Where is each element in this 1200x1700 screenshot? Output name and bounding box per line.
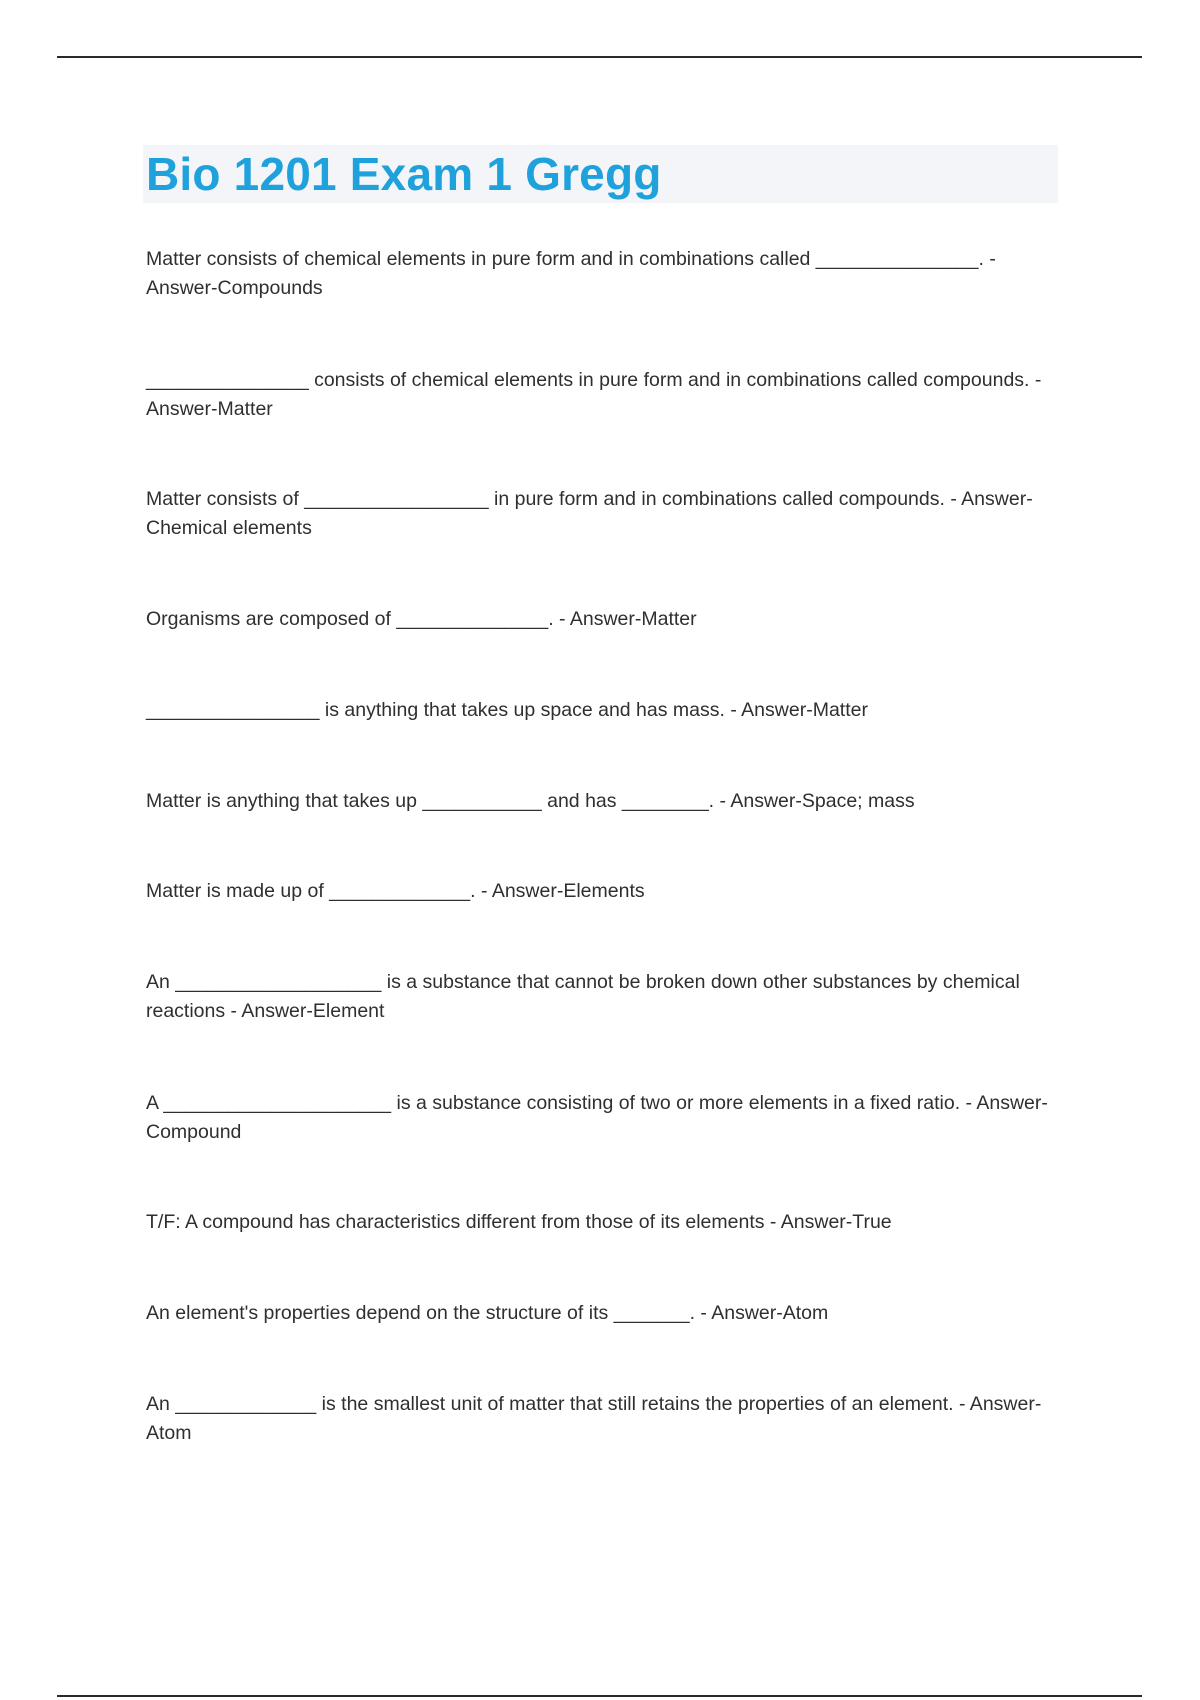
qa-item-1: Matter consists of chemical elements in pure form and in combinations called _______________. - Answer-Compounds xyxy=(146,248,996,299)
qa-item-4: Organisms are composed of ______________. - Answer-Matter xyxy=(146,608,697,630)
qa-item-8: An ___________________ is a substance that cannot be broken down other substances by chemical reactions - Answer-Element xyxy=(146,971,1020,1022)
qa-item-2: _______________ consists of chemical elements in pure form and in combinations called compounds. - Answer-Matter xyxy=(146,369,1042,420)
qa-item-11: An element's properties depend on the structure of its _______. - Answer-Atom xyxy=(146,1302,829,1324)
qa-item-7: Matter is made up of _____________. - Answer-Elements xyxy=(146,880,645,902)
qa-item-5: ________________ is anything that takes up space and has mass. - Answer-Matter xyxy=(146,699,868,721)
qa-item-12: An _____________ is the smallest unit of matter that still retains the properties of an element. - Answer-Atom xyxy=(146,1393,1042,1444)
page-title: Bio 1201 Exam 1 Gregg xyxy=(146,148,662,200)
qa-item-3: Matter consists of _________________ in pure form and in combinations called compounds. - Answer-Chemical elements xyxy=(146,488,1033,539)
header-rule xyxy=(57,56,1142,58)
qa-item-9: A _____________________ is a substance consisting of two or more elements in a fixed ratio. - Answer-Compound xyxy=(146,1092,1048,1143)
footer-rule xyxy=(57,1695,1142,1697)
qa-item-6: Matter is anything that takes up ___________ and has ________. - Answer-Space; mass xyxy=(146,790,915,812)
qa-item-10: T/F: A compound has characteristics different from those of its elements - Answer-True xyxy=(146,1211,892,1233)
